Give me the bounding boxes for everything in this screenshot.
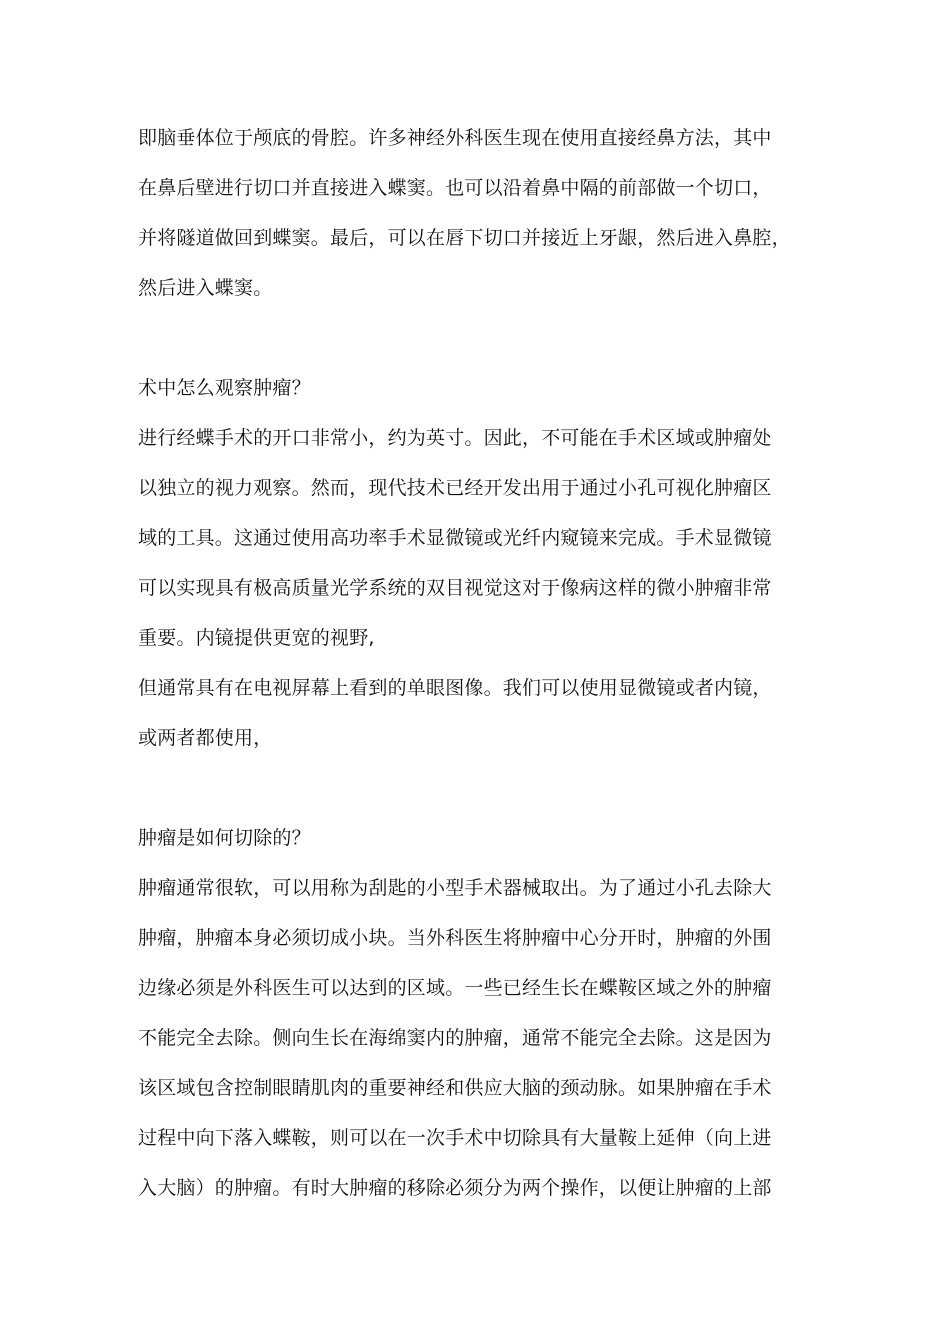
- paragraph-spacer: [138, 763, 828, 813]
- text-line: 入大脑）的肿瘤。有时大肿瘤的移除必须分为两个操作，以便让肿瘤的上部: [138, 1177, 772, 1199]
- text-line: 然后进入蝶窦。: [138, 277, 273, 299]
- text-line: 肿瘤通常很软，可以用称为刮匙的小型手术器械取出。为了通过小孔去除大: [138, 877, 772, 899]
- text-line: 域的工具。这通过使用高功率手术显微镜或光纤内窥镜来完成。手术显微镜: [138, 527, 772, 549]
- text-line: 以独立的视力观察。然而，现代技术已经开发出用于通过小孔可视化肿瘤区: [138, 477, 772, 499]
- text-line: 进行经蝶手术的开口非常小，约为英寸。因此，不可能在手术区域或肿瘤处: [138, 427, 772, 449]
- text-line: 该区域包含控制眼睛肌肉的重要神经和供应大脑的颈动脉。如果肿瘤在手术: [138, 1077, 772, 1099]
- document-body: [138, 113, 828, 1213]
- text-line: 重要。内镜提供更宽的视野,: [138, 627, 375, 649]
- section-heading-observe-tumor: 术中怎么观察肿瘤？: [138, 377, 311, 399]
- paragraph-observation: [138, 413, 828, 763]
- text-line: 在鼻后壁进行切口并直接进入蝶窦。也可以沿着鼻中隔的前部做一个切口，: [138, 177, 772, 199]
- paragraph-surgical-approach: [138, 113, 828, 313]
- text-line: 过程中向下落入蝶鞍，则可以在一次手术中切除具有大量鞍上延伸（向上进: [138, 1127, 772, 1149]
- text-line: 或两者都使用，: [138, 727, 273, 749]
- text-line: 并将隧道做回到蝶窦。最后，可以在唇下切口并接近上牙龈，然后进入鼻腔，: [138, 227, 791, 249]
- text-line: 肿瘤，肿瘤本身必须切成小块。当外科医生将肿瘤中心分开时，肿瘤的外围: [138, 927, 772, 949]
- paragraph-spacer: [138, 313, 828, 363]
- paragraph-removal: [138, 863, 828, 1213]
- text-line: 不能完全去除。侧向生长在海绵窦内的肿瘤，通常不能完全去除。这是因为: [138, 1027, 772, 1049]
- text-line: 可以实现具有极高质量光学系统的双目视觉这对于像病这样的微小肿瘤非常: [138, 577, 772, 599]
- text-line: 边缘必须是外科医生可以达到的区域。一些已经生长在蝶鞍区域之外的肿瘤: [138, 977, 772, 999]
- text-line: 但通常具有在电视屏幕上看到的单眼图像。我们可以使用显微镜或者内镜，: [138, 677, 772, 699]
- text-line: 即脑垂体位于颅底的骨腔。许多神经外科医生现在使用直接经鼻方法，其中: [138, 127, 772, 149]
- section-heading-tumor-removal: 肿瘤是如何切除的？: [138, 827, 311, 849]
